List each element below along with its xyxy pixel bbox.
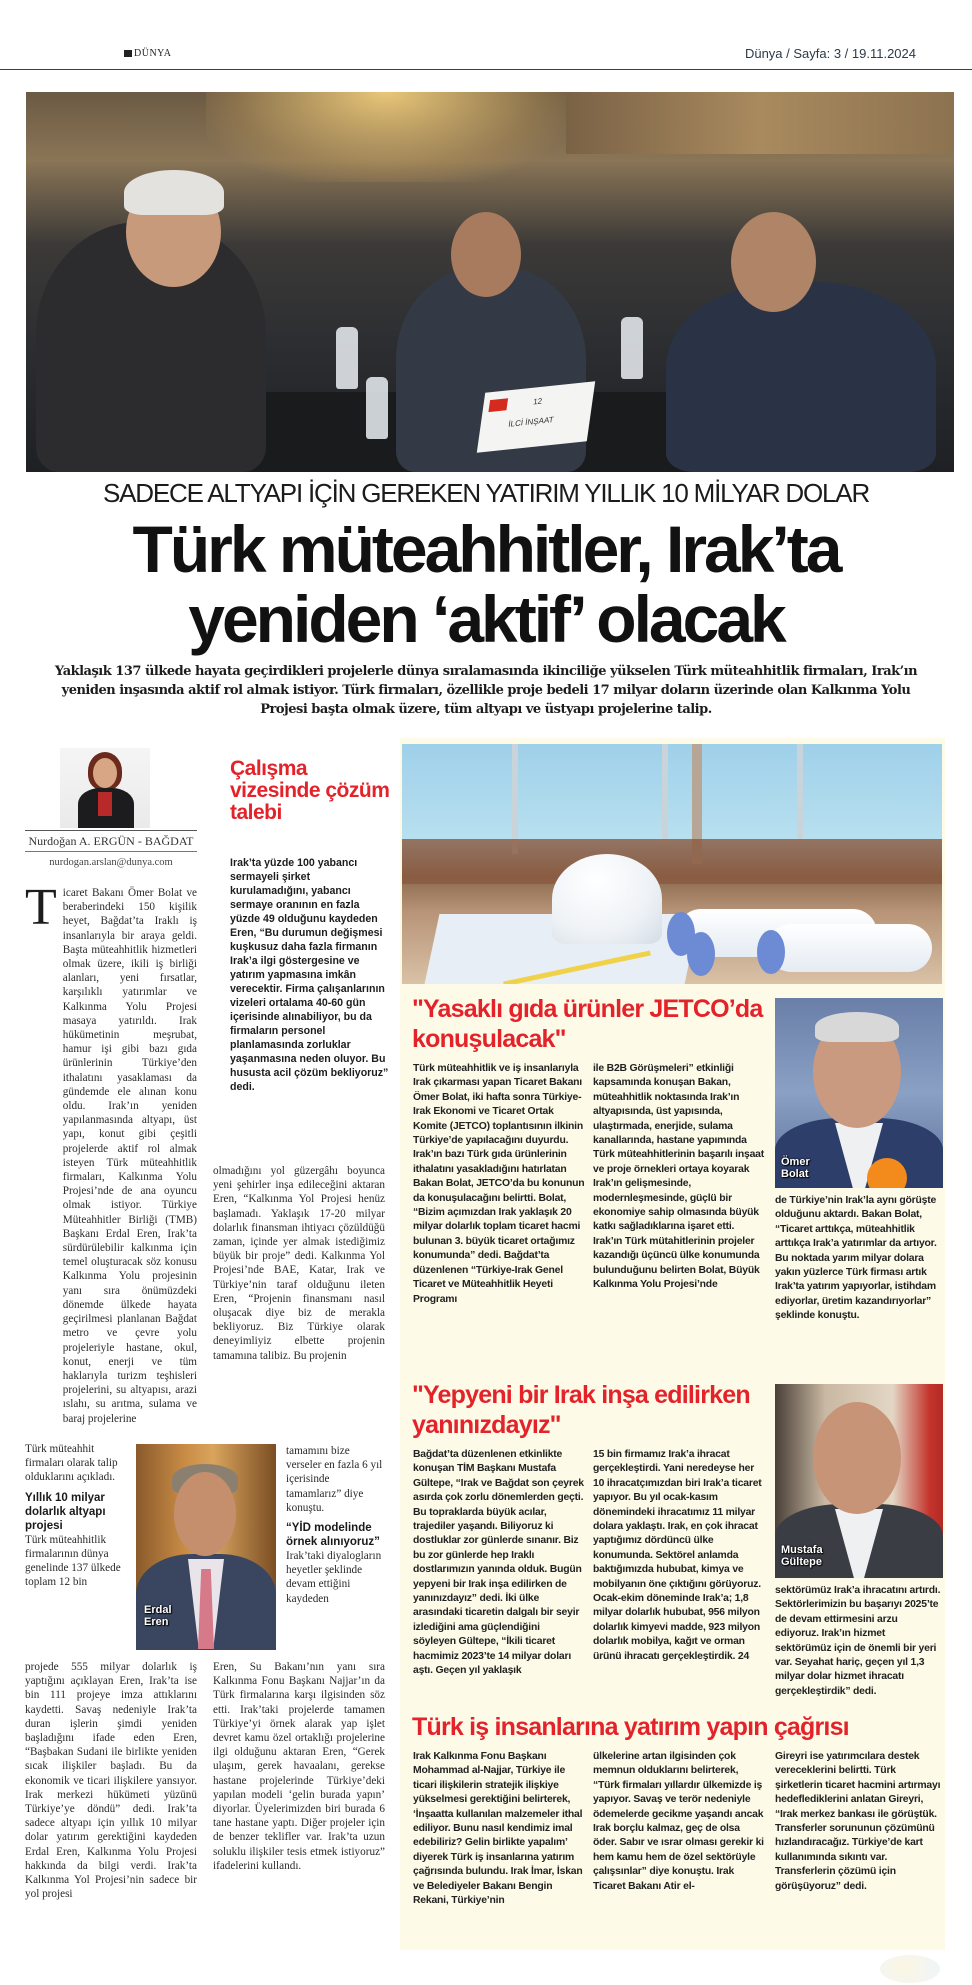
author-face bbox=[93, 758, 117, 788]
ceiling-light bbox=[206, 92, 566, 182]
blueprint-roll-end bbox=[757, 930, 785, 974]
article-column-1c: projede 555 milyar dolarlık iş yaptığını açıklayan Eren, Irak’ta ise bin 111 projeye imza attıklarını kaydetti. Savaş nedeniyle Irak’ta duran işlerin şimdi yeniden başladığını ifade eden Eren, “Başbakan Sudani ile birlikte yeniden sıcak ilişkiler başladı. Bu da ekonomik ve ticari ilişkilere yansıyor. Irak merkezi hükümeti yüzünü Türkiye’ye döndü” dedi. Irak’ta sadece altyapı için yıllık 10 milyar dolar yatırım gerektiğini kaydeden Erdal Eren, Kalkınma Yolu Projesi hakkında da bilgi verdi. Irak’ta Kalkınma Yol Projesi’nin sadece bir yol projesi bbox=[25, 1661, 197, 1901]
author-photo bbox=[60, 748, 150, 828]
person-right bbox=[666, 282, 936, 472]
box-3-column-b: ülkelerine artan ilgisinden çok memnun olduklarını belirterek, “Türk firmaları yıllardır ülkemizde iş yapıyor. Savaş ve terör nedeniyle ödemelerde gecikme yaşandı ancak Irak borçlu kalmaz, geç de olsa öder. Sabır ve ısrar olması gerekir ki hem kamu hem de özel sektörüyle çalışsınlar” diye konuştu. Irak Ticaret Bakanı Atir el- bbox=[593, 1751, 764, 1892]
box-2-title: "Yepyeni bir Irak inşa edilirken yanınızdayız" bbox=[412, 1381, 750, 1439]
site-wall bbox=[402, 839, 942, 884]
water-bottle bbox=[336, 327, 358, 389]
box-1-column-a: Türk müteahhitlik ve iş insanlarıyla Irak çıkarması yapan Ticaret Bakanı Ömer Bolat, iki hafta sonra Türkiye-Irak Ekonomi ve Ticaret Ortak Komite (JETCO) toplantısının ilkinin Türkiye’de yapılacağını duyurdu. Irak’ın bazı Türk gıda ürünlerinin ithalatını yasakladığını hatırlatan Bakan Bolat, JETCO’da bu konunun da konuşulacağını belirtti. Bolat, “Bizim açımızdan Irak yaklaşık 20 milyar dolarlık toplam ticaret hacmi bulunan 3. büyük ticaret ortağımız konumunda” dedi. Bağdat’ta düzenlenen “Türkiye-Irak Genel Ticaret ve Müteahhitlik Heyeti Programı bbox=[413, 1063, 585, 1305]
headline-line-1: Türk müteahhitler, Irak’ta bbox=[132, 512, 840, 586]
nameplate-company: İLCİ İNŞAAT bbox=[507, 415, 555, 429]
article-column-2b bbox=[286, 1444, 386, 1654]
photo-caption-eren bbox=[144, 1604, 172, 1628]
column-1-text: icaret Bakanı Ömer Bolat ve beraberindeki 150 kişilik heyet, Bağdat’ta Iraklı iş insanlarıyla bir araya geldi. Başta müteahhitlik hizmetleri olmak üzere, ikili iş birliği alanları, yeni fırsatlar, karşılıklı yatırımlar ve Kalkınma Yolu Projesi masaya yatırıldı. Irak hükümetinin meşrubat, hamur işi gibi bazı gıda ürünlerinin Türkiye’den ithalatını yasaklaması da gündemde ele alınan konu oldu. Irak’ın yeniden yapılanmasında altyapı, üst yapı, konut gibi çeşitli projelerde aktif rol almak isteyen Türk müteahhitlik firmaları, Kalkınma Yolu Projesi’nde de ana oyuncu olmak istiyor. Türkiye Müteahhitler Birliği (TMB) Başkanı Erdal Eren, Irak’ta sürdürülebilir kalkınma için temel oluşturacak söz konusu Kalkınma Yolu projesinin yanı sıra önümüzdeki dönemde ülkede hayata geçirilmesi planlanan Bağdat metro ve çevre yolu projeleriyle hastane, okul, konut, enerji ve tüm haklarıyla turizm teşhisleri projelerini, su altyapısı, arazi ıslahı, su arıtma, sulama ve baraj projelerine bbox=[62, 887, 197, 1425]
table-nameplate bbox=[477, 381, 595, 453]
caption-line-1: Mustafa bbox=[781, 1544, 823, 1556]
water-bottle bbox=[621, 317, 643, 379]
box-3-column-c: Gireyri ise yatırımcılara destek vereceklerini belirtti. Türk şirketlerin ticaret hacmini artırmayı hedeflediklerini anlatan Gireyri, “Irak merkez bankası ile görüştük. Transferler sorununun çözümünü hızlandıracağız. Türkiye’de kart kullanımında sıkıntı var. Transferlerin çözümü için görüşüyoruz” dedi. bbox=[775, 1751, 941, 1892]
caption-line-2: Eren bbox=[144, 1616, 169, 1628]
publication-logo bbox=[124, 48, 172, 59]
headline-line-2: yeniden ‘aktif’ olacak bbox=[188, 582, 784, 656]
article-column-2c: Eren, Su Bakanı’nın yanı sıra Kalkınma Fonu Başkanı Najjar’ın da Türk firmalarına karşı ilgisinden söz etti. Irak’taki projelerde tamamen Türkiye’yi örnek alarak yap işlet devret kamu özel ortaklığı projelerine ilgi olduğunu aktaran Eren, “Gerek ulaşım, gerek havaalanı, gerekse hastane projelerinde Türkiye’deki yapılan modeli ‘gelin burada yapın’ diyorlar. Üyelerimizden biri burada 6 tane hastane yaptı. Diğer projeler için de benzer teklifler var. Irak’ta uzun soluklu ilişkiler tesis etmek istiyoruz” ifadelerini kullandı. bbox=[213, 1661, 385, 1872]
article-column-1b bbox=[25, 1442, 129, 1652]
construction-site-photo bbox=[402, 744, 942, 984]
sidebar-title: Çalışma vizesinde çözüm talebi bbox=[230, 758, 390, 824]
box-2-column-b: 15 bin firmamız Irak’a ihracat gerçekleştirdi. Yani neredeyse her 10 ihracatçımızdan biri Irak’a ticaret yapıyor. Bu yıl ocak-kasım dönemindeki ihracatımız 11 milyar dolara yaklaştı. Irak, en çok ihracat yaptığımız dördüncü ülke konumunda. Sektörel anlamda baktığımızda hububat, kimya ve mobilyanın öne çıktığını görüyoruz. Ocak-ekim döneminde Irak’a; 1,8 milyar dolarlık hububat, 956 milyon dolarlık kimyevi madde, 923 milyon dolarlık mobilya, kağıt ve orman ürünü ihracatı gerçekleştirdik. 24 bbox=[593, 1449, 762, 1662]
watermark-emblem bbox=[880, 1955, 940, 1983]
column-2b-text-2: Irak’taki diyalogların heyetler şeklinde devam ettiğini kaydeden bbox=[286, 1550, 382, 1605]
turkey-flag-icon bbox=[488, 398, 508, 412]
author-byline: Nurdoğan A. ERGÜN - BAĞDAT bbox=[25, 830, 197, 852]
author-email[interactable]: nurdogan.arslan@dunya.com bbox=[49, 857, 173, 868]
page-header bbox=[0, 0, 972, 70]
subhead-yid: “YİD modelinde örnek alınıyoruz” bbox=[286, 1522, 380, 1549]
caption-line-2: Bolat bbox=[781, 1168, 809, 1180]
erdal-eren-photo bbox=[136, 1444, 276, 1650]
column-2b-text: tamamını bize verseler en fazla 6 yıl içerisinde tamamlarız” diye konuştu. bbox=[286, 1445, 383, 1514]
omer-bolat-photo bbox=[775, 998, 943, 1188]
drop-cap: T bbox=[25, 886, 57, 936]
blueprint-roll-end bbox=[687, 932, 715, 976]
crane bbox=[662, 744, 668, 844]
crane bbox=[512, 744, 518, 854]
box-1-column-c: de Türkiye’nin Irak’la aynı görüşte olduğunu aktardı. Bakan Bolat, “Ticaret arttıkça, müteahhitlik arttıkça Irak’a yatırımlar da artıyor. Bu noktada yarım milyar dolara yakın yüzlerce Türk firması artık Irak’ta yatırım yapıyorlar, istihdam ediyorlar, üretim kazandırıyorlar” şeklinde konuştu. bbox=[775, 1195, 937, 1322]
person-center-head bbox=[451, 212, 521, 297]
hard-hat bbox=[552, 854, 662, 944]
caption-line-2: Gültepe bbox=[781, 1556, 822, 1568]
article-column-1 bbox=[25, 886, 197, 1434]
gultepe-face bbox=[813, 1402, 901, 1514]
article-headline bbox=[0, 514, 972, 654]
photo-caption-bolat bbox=[781, 1156, 810, 1180]
author-top bbox=[98, 792, 112, 816]
person-right-head bbox=[731, 212, 816, 312]
hero-photo bbox=[26, 92, 954, 472]
column-1b-text-2: Türk müteahhitlik firmalarının dünya genelinde 137 ülkede toplam 12 bin bbox=[25, 1533, 121, 1589]
caption-line-1: Ömer bbox=[781, 1156, 810, 1168]
dropcap-row bbox=[25, 886, 197, 1426]
subhead-yillik: Yıllık 10 milyar dolarlık altyapı projesi bbox=[25, 1491, 106, 1532]
page-info: Dünya / Sayfa: 3 / 19.11.2024 bbox=[744, 46, 916, 61]
logo-mark-icon bbox=[124, 50, 132, 57]
event-banner bbox=[566, 92, 954, 154]
crane bbox=[797, 744, 803, 839]
bolat-hair bbox=[815, 1012, 899, 1042]
column-1b-text: Türk müteahhit firmaları olarak talip olduklarını açıkladı. bbox=[25, 1443, 118, 1484]
article-column-2: olmadığını yol güzergâhı boyunca yeni şehirler inşa edileceğini aktaran Eren, “Kalkınma Yol Projesi henüz başlamadı. Yaklaşık 17-20 milyar dolarlık finansman ihtiyacı çözüldüğü zaman, içinde yer almak istediğimiz büyük bir proje” dedi. Kalkınma Yol Projesi’nde BAE, Katar, Irak ve Türkiye’nin taraf olduğunu ileten Eren, “Projenin finansmanı nasıl oluşacak diye biz de merakla bekliyoruz. Biz Türkiye olarak deneyimliyiz elbette projenin tamamına talibiz. Bu projenin bbox=[213, 1165, 385, 1362]
nameplate-number: 12 bbox=[532, 396, 543, 407]
article-deck: Yaklaşık 137 ülkede hayata geçirdikleri projelerle dünya sıralamasında ikinciliğe yükselen Türk müteahhitlik firmaları, Irak’ın yeniden inşasında aktif rol almak istiyor. Türk firmaları, özellikle proje bedeli 17 milyar doların üzerinde olan Kalkınma Yolu Projesi başta olmak üzere, tüm altyapı ve üstyapı projelerine talip. bbox=[54, 664, 918, 717]
box-2-column-a: Bağdat’ta düzenlenen etkinlikte konuşan TİM Başkanı Mustafa Gültepe, “Irak ve Bağdat son çeyrek asırda çok zorlu dönemlerden geçti. Bu topraklarda büyük acılar, trajediler yaşandı. Biliyoruz ki dostluklar zor günlerde sınanır. Biz bu zor günlerde hep Iraklı dostlarımızın yanında olduk. Bugün yepyeni bir Irak inşa edilirken de yanınızdayız” dedi. İki ülke arasındaki ticaretin dalgalı bir seyir izlediğini ama güçlendiğini söyleyen Gültepe, “İkili ticaret hacmimiz 2023’te 14 milyar doları aştı. Geçen yıl yaklaşık bbox=[413, 1449, 584, 1677]
mustafa-gultepe-photo bbox=[775, 1384, 943, 1578]
photo-caption-gultepe bbox=[781, 1544, 823, 1568]
box-1-column-b: ile B2B Görüşmeleri” etkinliği kapsamında konuşan Bakan, müteahhitlik noktasında Irak’ın altyapısında, üst yapısında, ulaştırmada, enerjide, sulama kanallarında, hastane yapımında Türk müteahhitlerinin başarılı inşaat ve proje örnekleri ortaya koyarak Irak’ın gelişmesinde, modernleşmesinde, güçlü bir ekonomiye sahip olmasında büyük katkı sağladıklarına işaret etti. Irak’ın Türk mütahitlerinin projeler kazandığı üçüncü ülke konumunda bulunduğunu belirten Bolat, Büyük Kalkınma Yolu Projesi’nde bbox=[593, 1063, 765, 1291]
box-3-title: Türk iş insanlarına yatırım yapın çağrısı bbox=[412, 1713, 849, 1741]
water-bottle bbox=[366, 377, 388, 439]
blueprint-roll bbox=[767, 924, 932, 972]
box-2-column-c: sektörümüz Irak’a ihracatını artırdı. Sektörlerimizin bu başarıyı 2025’te de devam ettirmesini arzu ediyoruz. Irak’ın hizmet sektörümüz için de önemli bir yeri var. Seyahat hariç, geçen yıl 1,3 milyar dolar hizmet ihracatı gerçekleştirdik” dedi. bbox=[775, 1585, 941, 1697]
article-kicker: SADECE ALTYAPI İÇİN GEREKEN YATIRIM YILLIK 10 MİLYAR DOLAR bbox=[102, 478, 870, 508]
sidebar-text: Irak’ta yüzde 100 yabancı sermayeli şirket kurulamadığını, yabancı sermaye oranının en fazla yüzde 49 olduğunu kaydeden Eren, “Bu durumun değişmesi kuşkusuz daha fazla firmanın Irak’a ilgi göstergesine ve yatırım yapmasına imkân verecektir. Firma çalışanlarının vizeleri ortalama 40-60 gün içerisinde alınabiliyor, bu da firmaların personel planlamasında zorluklar yaşanmasına neden oluyor. Bu hususta acil çözüm bekliyoruz” dedi. bbox=[230, 857, 389, 1093]
box-3-column-a: Irak Kalkınma Fonu Başkanı Mohammad al-Najjar, Türkiye ile ticari ilişkilerin stratejik ilişkiye yükselmesi gerektiğini belirterek, ‘İnşaatta kullanılan malzemeler ithal ediliyor. Bunu nasıl kendimiz imal edebiliriz? Gelin birlikte yapalım’ diyerek Türk iş insanlarına yatırım çağrısında bulundu. Irak İmar, İskan ve Belediyeler Bakanı Bengin Rekani, Türkiye’nin bbox=[413, 1751, 583, 1907]
eren-face bbox=[174, 1472, 236, 1556]
person-left-hair bbox=[124, 170, 224, 215]
caption-line-1: Erdal bbox=[144, 1604, 172, 1616]
box-1-title: "Yasaklı gıda ürünler JETCO’da konuşulacak" bbox=[412, 995, 763, 1053]
logo-text: DÜNYA bbox=[134, 48, 172, 59]
